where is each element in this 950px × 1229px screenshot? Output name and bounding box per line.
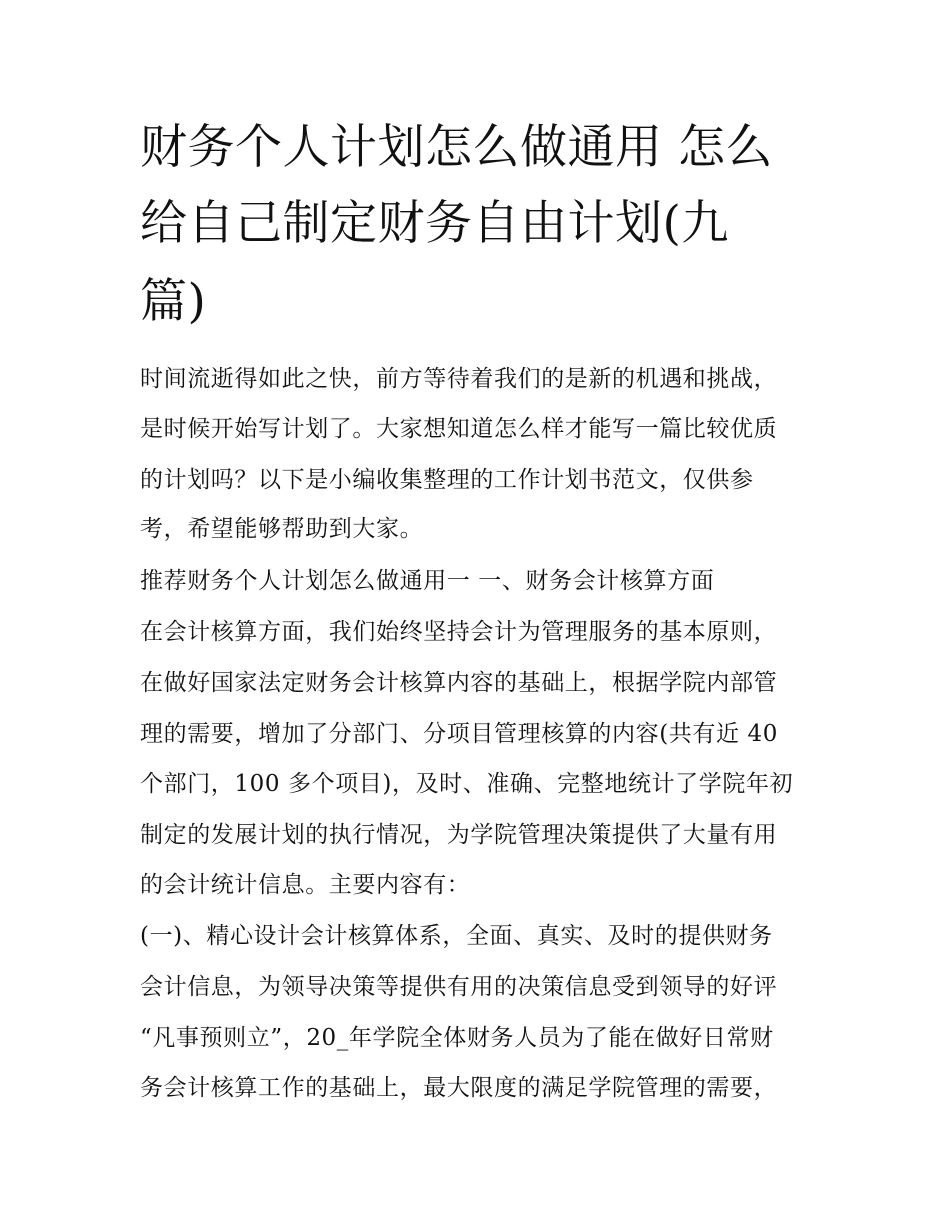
- body-paragraph-line-5: 制定的发展计划的执行情况，为学院管理决策提供了大量有用: [140, 822, 778, 848]
- body-paragraph-line-2: 在做好国家法定财务会计核算内容的基础上，根据学院内部管: [140, 670, 778, 696]
- document-title-line-2: 给自己制定财务自由计划(九: [140, 196, 729, 251]
- body-paragraph-line-4: 个部门，100 多个项目)，及时、准确、完整地统计了学院年初: [140, 771, 794, 797]
- document-title-line-3: 篇): [140, 274, 207, 329]
- intro-paragraph-line-4: 考，希望能够帮助到大家。: [140, 516, 424, 542]
- intro-paragraph-line-1: 时间流逝得如此之快，前方等待着我们的是新的机遇和挑战，: [140, 366, 778, 392]
- body-paragraph-line-3: 理的需要，增加了分部门、分项目管理核算的内容(共有近 40: [140, 721, 778, 747]
- subsection-paragraph-line-3: “凡事预则立”，20_年学院全体财务人员为了能在做好日常财: [140, 1025, 774, 1051]
- subsection-paragraph-line-4: 务会计核算工作的基础上，最大限度的满足学院管理的需要，: [140, 1075, 778, 1101]
- subsection-paragraph-line-2: 会计信息，为领导决策等提供有用的决策信息受到领导的好评: [140, 974, 778, 1000]
- intro-paragraph-line-2: 是时候开始写计划了。大家想知道怎么样才能写一篇比较优质: [140, 416, 778, 442]
- intro-paragraph-line-3: 的计划吗？以下是小编收集整理的工作计划书范文，仅供参: [140, 467, 754, 493]
- body-paragraph-line-1: 在会计核算方面，我们始终坚持会计为管理服务的基本原则，: [140, 619, 778, 645]
- body-paragraph-line-6: 的会计统计信息。主要内容有：: [140, 872, 471, 898]
- section-heading-line: 推荐财务个人计划怎么做通用一 一、财务会计核算方面: [140, 568, 715, 594]
- document-title-line-1: 财务个人计划怎么做通用 怎么: [140, 120, 773, 175]
- subsection-paragraph-line-1: (一)、精心设计会计核算体系，全面、真实、及时的提供财务: [140, 923, 773, 949]
